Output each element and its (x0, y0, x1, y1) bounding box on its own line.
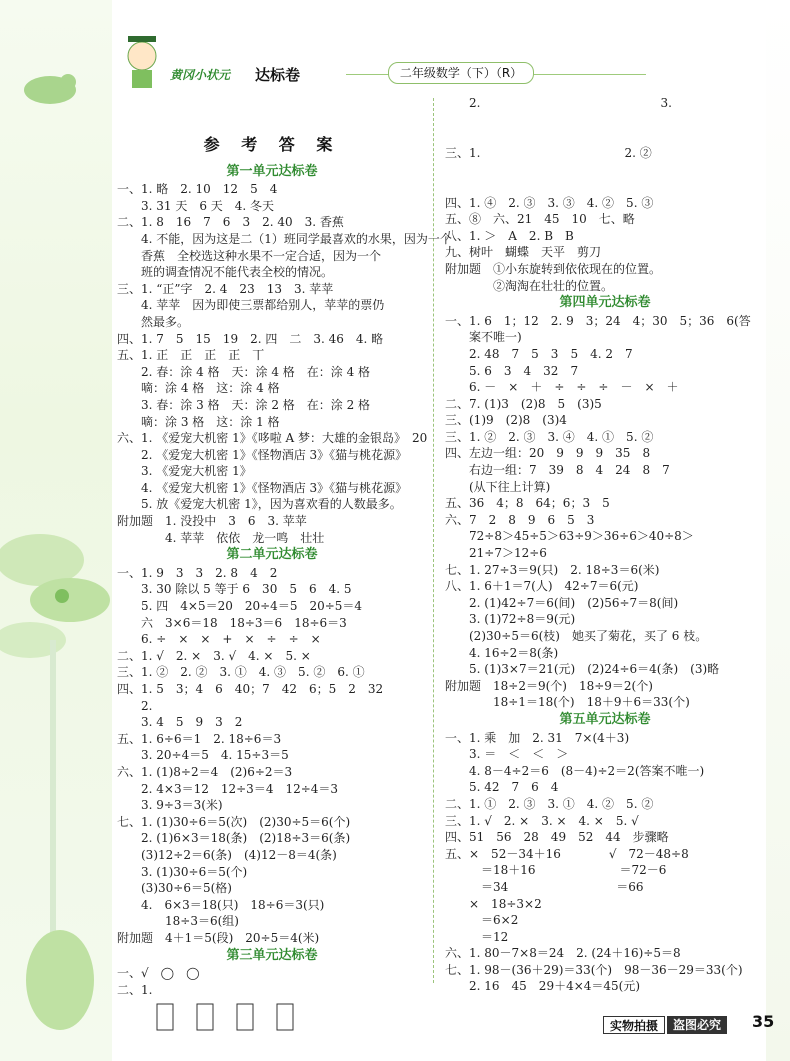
answer-line: 3. 30 除以 5 等于 6 30 5 6 4. 5 (117, 582, 352, 597)
answer-line: 二、1. √ 2. × 3. √ 4. × 5. × (117, 648, 311, 663)
answer-line: 附加题 1. 没投中 3 6 3. 苹苹 (117, 514, 307, 529)
tree-canopy-2 (30, 578, 110, 622)
unit3-figures (117, 998, 317, 1038)
answer-line: 3. 春：涂 3 格 天：涂 2 格 在：涂 2 格 (117, 397, 371, 412)
answer-line: 六、1. 《爱宠大机密 1》《哆啦 A 梦：大雄的金银岛》 20 (117, 431, 428, 446)
answer-line: 二、1. 8 16 7 6 3 2. 40 3. 香蕉 (117, 215, 344, 230)
answer-line: 3. 31 天 6 天 4. 冬天 (117, 198, 275, 213)
unit5-answers (445, 730, 765, 996)
header (110, 30, 750, 90)
answer-line: 附加题 18÷2＝9(个) 18÷9＝2(个) (445, 678, 653, 693)
answer-line: 一、1. 略 2. 10 12 5 4 (117, 182, 278, 197)
answer-line: 4. 6×3＝18(只) 18÷6＝3(只) (117, 897, 325, 912)
answer-line: 二、1. (117, 982, 153, 997)
answer-line: 一、1. 乘 加 2. 31 7×(4＋3) (445, 730, 630, 745)
answer-line: ＝12 (445, 929, 509, 944)
answer-line: 3. 4 5 9 3 2 (117, 715, 243, 730)
answer-line: 3. 20÷4＝5 4. 15÷3＝5 (117, 748, 289, 763)
page-title: 参 考 答 案 (203, 135, 341, 154)
answer-line: 二、7. (1)3 (2)8 5 (3)5 (445, 396, 602, 411)
answer-line: 4. 苹苹 因为即使三票都给别人，苹苹的票仍 (117, 298, 385, 313)
badge-no-copy: 盗图必究 (667, 1016, 727, 1034)
answer-line: 四、1. ④ 2. ③ 3. ③ 4. ② 5. ③ (445, 195, 654, 210)
unit3-title: 第三单元达标卷 (226, 947, 318, 963)
answer-line: 3. (1)30÷6＝5(个) (117, 864, 248, 879)
column-divider (433, 98, 434, 983)
unit2-title: 第二单元达标卷 (226, 547, 318, 563)
answer-line: 四、51 56 28 49 52 44 步骤略 (445, 830, 669, 845)
answer-line: 三、1. 2. ② (445, 145, 652, 160)
answer-line: 3. (1)72÷8＝9(元) (445, 612, 576, 627)
answer-line: 附加题 ①小东旋转到依依现在的位置。 (445, 261, 662, 276)
brand-logo-text: 黄冈小状元 (170, 68, 231, 82)
figure-box-4 (277, 1004, 293, 1030)
answer-line: 18÷1＝18(个) 18＋9＋6＝33(个) (445, 695, 690, 710)
right-column (445, 95, 765, 995)
answer-line: 八、1. 6＋1＝7(人) 42÷7＝6(元) (445, 579, 639, 594)
answer-line (445, 112, 765, 129)
answer-line: (3)12÷2＝6(条) (4)12－8＝4(条) (117, 847, 337, 862)
answer-line: 五、× 52－34＋16 √ 72－48÷8 (445, 846, 689, 861)
answer-line: 五、⑧ 六、21 45 10 七、略 (445, 212, 635, 227)
answer-line: 八、1. ＞ A 2. B B (445, 228, 574, 243)
left-column (117, 95, 452, 1043)
answer-line (445, 128, 765, 145)
grade-label: 二年级数学（下）（R） (388, 62, 534, 84)
answer-line: 4. 8－4÷2＝6 (8－4)÷2＝2(答案不唯一) (445, 763, 705, 778)
answer-line: 嘀：涂 4 格 这：涂 4 格 (117, 381, 280, 396)
unit4-answers (445, 313, 765, 711)
answer-line: 一、√ ◯ ◯ (117, 966, 200, 981)
tree-illustration (0, 0, 112, 1061)
tree-canopy-3 (0, 622, 66, 658)
answer-line: 2. (1)42÷7＝6(间) (2)56÷7＝8(间) (445, 595, 679, 610)
badge-real-photo: 实物拍摄 (603, 1016, 665, 1034)
small-bird (55, 589, 69, 603)
answer-line: (3)30÷6＝5(格) (117, 881, 232, 896)
unit5-title: 第五单元达标卷 (559, 711, 651, 727)
answer-line: 五、1. 6÷6＝1 2. 18÷6＝3 (117, 731, 282, 746)
figure-box-3 (237, 1004, 253, 1030)
answer-line: 然最多。 (117, 314, 190, 329)
answer-line: 一、1. 9 3 3 2. 8 4 2 (117, 565, 278, 580)
answer-line: 2. 春：涂 4 格 天：涂 4 格 在：涂 4 格 (117, 364, 371, 379)
answer-line: 案不唯一) (445, 330, 522, 345)
answer-line: 4. 《爱宠大机密 1》《怪物酒店 3》《猫与桃花源》 (117, 480, 408, 495)
answer-line: 七、1. (1)30÷6＝5(次) (2)30÷5＝6(个) (117, 814, 351, 829)
answer-line: 5. 6 3 4 32 7 (445, 363, 579, 378)
bird-head (60, 74, 76, 90)
footer-badge (603, 1016, 727, 1034)
answer-line: 二、1. ① 2. ③ 3. ① 4. ② 5. ② (445, 796, 654, 811)
answer-line: 四、1. 7 5 15 19 2. 四 二 3. 46 4. 略 (117, 331, 384, 346)
answer-line: 2. 16 45 29＋4×4＝45(元) (445, 979, 641, 994)
answer-line: 三、1. ② 2. ③ 3. ④ 4. ① 5. ② (445, 429, 654, 444)
answer-line: 嘀：涂 3 格 这：涂 1 格 (117, 414, 280, 429)
answer-line: ＝34 ＝66 (445, 879, 644, 894)
answer-line: 六、1. 80－7×8＝24 2. (24＋16)÷5＝8 (445, 946, 681, 961)
answer-line: 6. － × ＋ ÷ ÷ ÷ － × ＋ (445, 380, 679, 395)
answer-line: 2. 48 7 5 3 5 4. 2 7 (445, 346, 633, 361)
figure-box-1 (157, 1004, 173, 1030)
answer-line: 2. (1)6×3＝18(条) (2)18÷3＝6(条) (117, 831, 351, 846)
brand-suffix: 达标卷 (255, 66, 301, 84)
answer-line: 2. 3. (445, 96, 672, 110)
answer-line: 5. 四 4×5＝20 20÷4＝5 20÷5＝4 (117, 599, 363, 614)
unit3-continued-answers (445, 95, 765, 294)
page-number: 35 (752, 1012, 775, 1031)
answer-line: 18÷3＝6(组) (117, 914, 239, 929)
unit1-title: 第一单元达标卷 (226, 163, 318, 179)
unit3-answers (117, 965, 427, 998)
answer-line: 3. 《爱宠大机密 1》 (117, 464, 252, 479)
answer-line: (2)30÷5＝6(枝) 她买了菊花，买了 6 枝。 (445, 629, 708, 643)
answer-line: 三、1. ② 2. ② 3. ① 4. ③ 5. ② 6. ① (117, 665, 365, 680)
answer-line: 班的调查情况不能代表全校的情况。 (117, 265, 334, 280)
answer-line: 四、1. 5 3；4 6 40；7 42 6；5 2 32 (117, 682, 384, 696)
left-decoration (0, 0, 112, 1061)
answer-line: 七、1. 27÷3＝9(只) 2. 18÷3＝6(米) (445, 562, 660, 577)
bottom-tree (26, 930, 94, 1030)
answer-line: × 18÷3×2 (445, 896, 542, 911)
answer-line (445, 161, 765, 178)
answer-line: 5. (1)3×7＝21(元) (2)24÷6＝4(条) (3)略 (445, 662, 720, 677)
answer-line: 4. 16÷2＝8(条) (445, 645, 559, 660)
answer-line: 七、1. 98－(36＋29)＝33(个) 98－36－29＝33(个) (445, 962, 743, 977)
answer-line: 香蕉 全校选这种水果不一定合适，因为一个 (117, 248, 382, 263)
answer-line (445, 178, 765, 195)
answer-line: 一、1. 6 1；12 2. 9 3；24 4；30 5；36 6(答 (445, 313, 751, 328)
answer-line: 2. (117, 698, 153, 713)
answer-line: 5. 42 7 6 4 (445, 780, 559, 795)
answer-line: 四、左边一组：20 9 9 9 35 8 (445, 446, 651, 461)
answer-line: 附加题 4＋1＝5(段) 20÷5＝4(米) (117, 930, 320, 945)
answer-line: ＝18＋16 ＝72－6 (445, 863, 667, 878)
answer-line: 2. 《爱宠大机密 1》《怪物酒店 3》《猫与桃花源》 (117, 447, 408, 462)
answer-line: 右边一组：7 39 8 4 24 8 7 (445, 463, 670, 478)
answer-line: 三、(1)9 (2)8 (3)4 (445, 413, 567, 428)
unit1-answers (117, 181, 452, 546)
answer-line: 21÷7＞12÷6 (445, 546, 547, 561)
unit4-title: 第四单元达标卷 (559, 295, 651, 311)
answer-line: 五、1. 正 正 正 正 丅 (117, 348, 265, 363)
answer-line: 六、1. (1)8÷2＝4 (2)6÷2＝3 (117, 764, 293, 779)
answer-line: 五、36 4；8 64；6；3 5 (445, 496, 610, 511)
answer-line: 3. ＝ ＜ ＜ ＞ (445, 747, 569, 762)
answer-line: 4. 不能，因为这是二（1）班同学最喜欢的水果，因为一个 (117, 231, 452, 246)
answer-line: 三、1. “正”字 2. 4 23 13 3. 苹苹 (117, 281, 334, 296)
answer-line: ②淘淘在壮壮的位置。 (445, 278, 614, 293)
answer-line: 六 3×6＝18 18÷3＝6 18÷6＝3 (117, 615, 347, 630)
right-decoration (766, 0, 790, 1061)
answer-line: 六、7 2 8 9 6 5 3 (445, 512, 595, 527)
unit2-answers (117, 565, 427, 947)
answer-line: 6. ÷ × × + × ÷ ÷ × (117, 632, 321, 647)
answer-line: 5. 放《爱宠大机密 1》，因为喜欢看的人数最多。 (117, 497, 402, 512)
answer-line: ＝6×2 (445, 913, 519, 928)
answer-line: 九、树叶 蝴蝶 天平 剪刀 (445, 245, 602, 260)
answer-line: 72÷8＞45÷5＞63÷9＞36÷6＞40÷8＞ (445, 529, 694, 544)
answer-line: 2. 4×3＝12 12÷3＝4 12÷4＝3 (117, 781, 339, 796)
answer-line: (从下往上计算) (445, 479, 551, 494)
answer-line: 4. 苹苹 依依 龙一鸣 壮壮 (117, 530, 325, 545)
mascot-icon (110, 30, 170, 90)
answer-line: 三、1. √ 2. × 3. × 4. × 5. √ (445, 813, 639, 828)
figure-box-2 (197, 1004, 213, 1030)
answer-line: 3. 9÷3＝3(米) (117, 798, 223, 813)
